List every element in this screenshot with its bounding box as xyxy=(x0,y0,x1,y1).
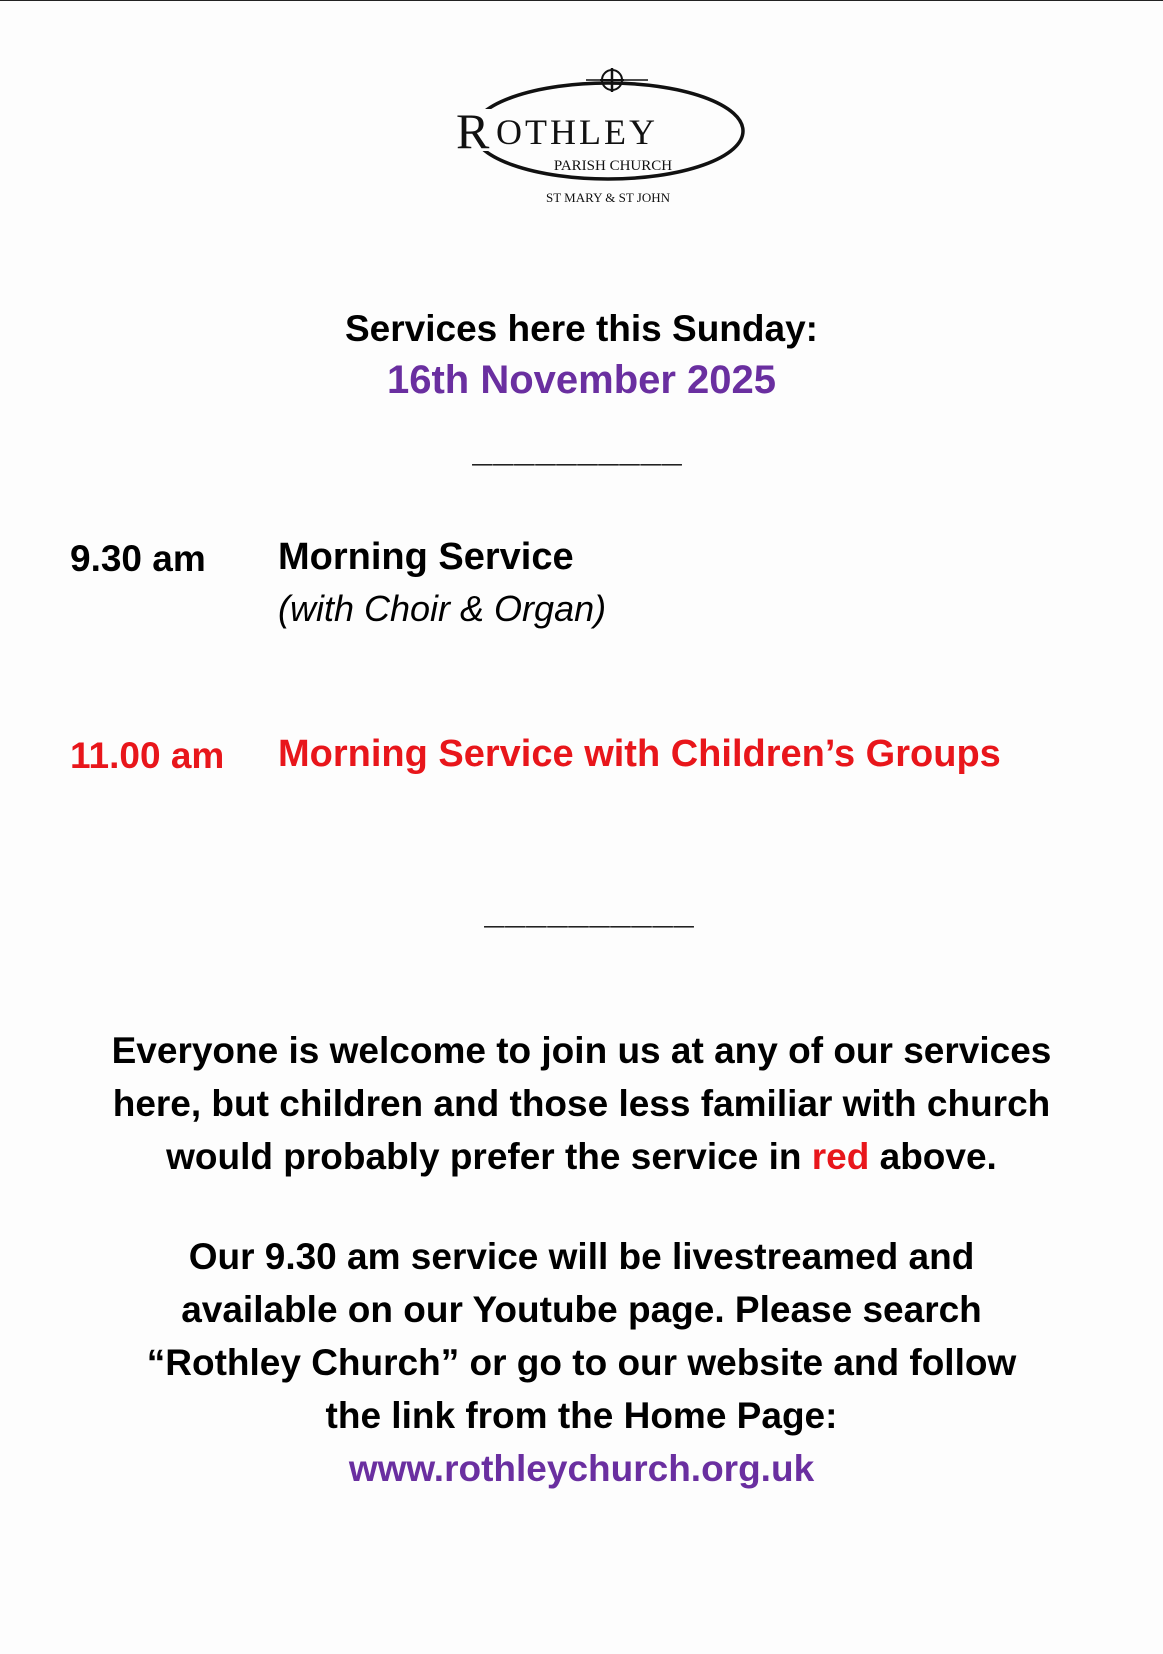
welcome-paragraph xyxy=(40,1024,1123,1183)
livestream-line-3: “Rothley Church” or go to our website and follow xyxy=(146,1342,1017,1383)
livestream-line-2: available on our Youtube page. Please search xyxy=(181,1289,982,1330)
website-link[interactable]: www.rothleychurch.org.uk xyxy=(348,1448,815,1489)
logo-name: OTHLEY xyxy=(496,112,658,152)
page-top-border xyxy=(0,0,1163,1)
divider-top: __________ xyxy=(472,428,683,469)
welcome-line-1: Everyone is welcome to join us at any of our services xyxy=(111,1030,1052,1071)
logo-dedication: ST MARY & ST JOHN xyxy=(545,190,671,205)
welcome-line-3-end: above. xyxy=(869,1136,997,1177)
service-note-1: (with Choir & Organ) xyxy=(278,588,607,629)
livestream-line-4: the link from the Home Page: xyxy=(325,1395,838,1436)
cross-icon xyxy=(586,68,648,92)
livestream-line-1: Our 9.30 am service will be livestreamed and xyxy=(188,1236,975,1277)
livestream-paragraph xyxy=(40,1230,1123,1495)
welcome-line-3-text: would probably prefer the service in xyxy=(166,1136,812,1177)
service-title-1: Morning Service xyxy=(278,536,574,578)
welcome-line-2: here, but children and those less familiar with church xyxy=(112,1083,1051,1124)
divider-bottom: __________ xyxy=(484,890,695,931)
logo-initial: R xyxy=(456,103,490,159)
service-title-2: Morning Service with Children’s Groups xyxy=(278,733,1001,775)
logo-subtitle: PARISH CHURCH xyxy=(553,158,673,174)
red-highlight: red xyxy=(811,1136,870,1177)
service-date: 16th November 2025 xyxy=(386,358,777,402)
church-logo xyxy=(448,64,748,214)
welcome-line-3 xyxy=(40,1130,1123,1183)
page-title: Services here this Sunday: xyxy=(345,308,818,349)
service-time-2: 11.00 am xyxy=(70,735,225,776)
service-time-1: 9.30 am xyxy=(70,538,206,579)
